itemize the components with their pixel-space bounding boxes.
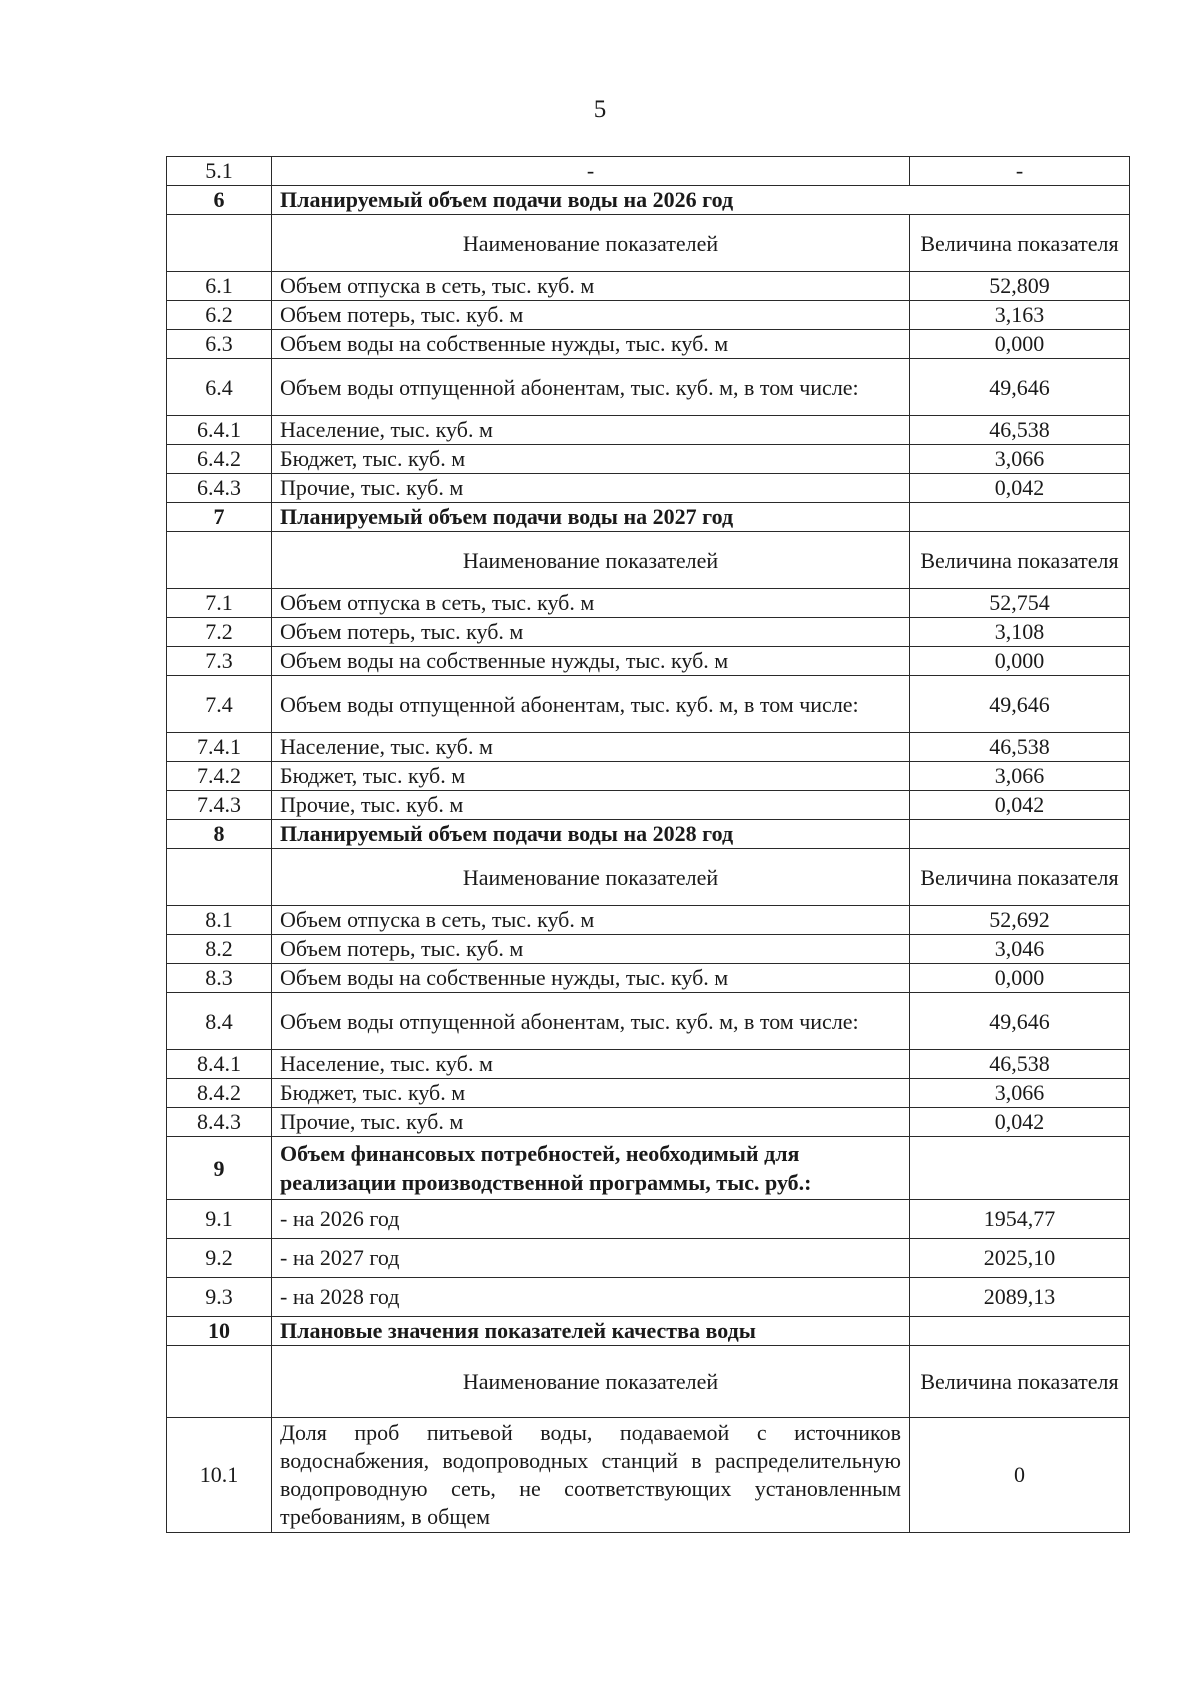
column-header-value: Величина показателя: [910, 215, 1130, 272]
row-name: Объем воды отпущенной абонентам, тыс. куб. м, в том числе:: [272, 993, 910, 1050]
column-header-value: Величина показателя: [910, 1346, 1130, 1418]
column-header-value: Величина показателя: [910, 849, 1130, 906]
row-value: 1954,77: [910, 1200, 1130, 1239]
row-number: 10.1: [167, 1418, 272, 1533]
table-row: [167, 445, 1130, 474]
column-header-name: Наименование показателей: [272, 532, 910, 589]
row-name: Население, тыс. куб. м: [272, 416, 910, 445]
row-name: Объем отпуска в сеть, тыс. куб. м: [272, 272, 910, 301]
row-name: - на 2026 год: [272, 1200, 910, 1239]
row-value: 52,754: [910, 589, 1130, 618]
table-row: [167, 993, 1130, 1050]
table-row: [167, 906, 1130, 935]
header-row: [167, 849, 1130, 906]
row-value: 3,108: [910, 618, 1130, 647]
table-row: [167, 733, 1130, 762]
column-header-name: Наименование показателей: [272, 849, 910, 906]
row-value: 3,066: [910, 762, 1130, 791]
row-name: Население, тыс. куб. м: [272, 733, 910, 762]
row-value: 46,538: [910, 733, 1130, 762]
row-number: 6.4.3: [167, 474, 272, 503]
row-name: Объем потерь, тыс. куб. м: [272, 301, 910, 330]
row-number: 8.4.2: [167, 1079, 272, 1108]
section-title: Планируемый объем подачи воды на 2028 год: [272, 820, 910, 849]
row-name: Объем отпуска в сеть, тыс. куб. м: [272, 906, 910, 935]
row-name: Объем воды на собственные нужды, тыс. куб. м: [272, 647, 910, 676]
row-value: 3,066: [910, 445, 1130, 474]
section-number: 6: [167, 186, 272, 215]
row-number: 7.3: [167, 647, 272, 676]
table-row: [167, 1278, 1130, 1317]
table-row: [167, 676, 1130, 733]
section-row: [167, 1317, 1130, 1346]
section-number: 8: [167, 820, 272, 849]
row-number: 8.2: [167, 935, 272, 964]
section-title: Планируемый объем подачи воды на 2027 год: [272, 503, 910, 532]
table-row: [167, 272, 1130, 301]
row-value: 49,646: [910, 676, 1130, 733]
table-row: [167, 1079, 1130, 1108]
row-value: -: [910, 157, 1130, 186]
row-name: Доля проб питьевой воды, подаваемой с источников водоснабжения, водопроводных станций в распределительную водопроводную сеть, не соответствующих установленным требованиям, в общем: [272, 1418, 910, 1533]
table-row: [167, 1418, 1130, 1533]
row-value: 49,646: [910, 993, 1130, 1050]
row-value: 0,000: [910, 330, 1130, 359]
table-row: [167, 762, 1130, 791]
row-number: 8.4: [167, 993, 272, 1050]
column-header-name: Наименование показателей: [272, 215, 910, 272]
section-number: 9: [167, 1137, 272, 1200]
row-number: 5.1: [167, 157, 272, 186]
row-name: Объем отпуска в сеть, тыс. куб. м: [272, 589, 910, 618]
row-value: 0,000: [910, 964, 1130, 993]
table-row: [167, 1108, 1130, 1137]
row-name: -: [272, 157, 910, 186]
row-value: 3,046: [910, 935, 1130, 964]
table-row: [167, 359, 1130, 416]
row-number: 6.4: [167, 359, 272, 416]
row-value: 46,538: [910, 1050, 1130, 1079]
row-value: 49,646: [910, 359, 1130, 416]
row-number: 9.2: [167, 1239, 272, 1278]
row-name: Объем воды на собственные нужды, тыс. куб. м: [272, 330, 910, 359]
row-value: 3,066: [910, 1079, 1130, 1108]
row-name: Объем воды отпущенной абонентам, тыс. куб. м, в том числе:: [272, 359, 910, 416]
row-number: 6.1: [167, 272, 272, 301]
row-number: 6.4.2: [167, 445, 272, 474]
header-row: [167, 215, 1130, 272]
table-row: [167, 330, 1130, 359]
row-number: 7.4.1: [167, 733, 272, 762]
row-number: 8.3: [167, 964, 272, 993]
row-name: Бюджет, тыс. куб. м: [272, 762, 910, 791]
row-name: Прочие, тыс. куб. м: [272, 1108, 910, 1137]
production-program-table: [166, 156, 1130, 1533]
table-row: [167, 1050, 1130, 1079]
row-value: 2025,10: [910, 1239, 1130, 1278]
row-number: 8.1: [167, 906, 272, 935]
table-row: [167, 964, 1130, 993]
row-value: 3,163: [910, 301, 1130, 330]
row-name: Бюджет, тыс. куб. м: [272, 1079, 910, 1108]
table-row: [167, 157, 1130, 186]
row-name: - на 2027 год: [272, 1239, 910, 1278]
row-value: 52,692: [910, 906, 1130, 935]
row-name: Объем воды отпущенной абонентам, тыс. куб. м, в том числе:: [272, 676, 910, 733]
section-number: 7: [167, 503, 272, 532]
table-row: [167, 416, 1130, 445]
section-title: Плановые значения показателей качества воды: [272, 1317, 910, 1346]
section-row: [167, 820, 1130, 849]
row-number: 6.2: [167, 301, 272, 330]
header-row: [167, 1346, 1130, 1418]
section-row: [167, 1137, 1130, 1200]
table-row: [167, 301, 1130, 330]
table-row: [167, 1200, 1130, 1239]
row-name: Объем потерь, тыс. куб. м: [272, 935, 910, 964]
row-value: 0: [910, 1418, 1130, 1533]
row-name: Прочие, тыс. куб. м: [272, 474, 910, 503]
row-value: 0,042: [910, 791, 1130, 820]
row-number: 7.1: [167, 589, 272, 618]
row-number: 7.4.3: [167, 791, 272, 820]
section-number: 10: [167, 1317, 272, 1346]
column-header-name: Наименование показателей: [272, 1346, 910, 1418]
row-value: 0,042: [910, 1108, 1130, 1137]
row-value: 2089,13: [910, 1278, 1130, 1317]
row-number: 9.1: [167, 1200, 272, 1239]
row-number: 7.4: [167, 676, 272, 733]
row-name: - на 2028 год: [272, 1278, 910, 1317]
section-row: [167, 186, 1130, 215]
header-row: [167, 532, 1130, 589]
table-row: [167, 618, 1130, 647]
table-row: [167, 474, 1130, 503]
row-number: 7.4.2: [167, 762, 272, 791]
section-title: Объем финансовых потребностей, необходимый для реализации производственной программы, тыс. руб.:: [272, 1137, 910, 1200]
section-title: Планируемый объем подачи воды на 2026 год: [272, 186, 1130, 215]
row-number: 7.2: [167, 618, 272, 647]
table-row: [167, 589, 1130, 618]
row-value: 46,538: [910, 416, 1130, 445]
row-name: Объем потерь, тыс. куб. м: [272, 618, 910, 647]
page-number: 5: [593, 96, 607, 123]
section-row: [167, 503, 1130, 532]
row-name: Население, тыс. куб. м: [272, 1050, 910, 1079]
row-name: Объем воды на собственные нужды, тыс. куб. м: [272, 964, 910, 993]
row-number: 9.3: [167, 1278, 272, 1317]
row-value: 0,000: [910, 647, 1130, 676]
table-row: [167, 647, 1130, 676]
row-value: 52,809: [910, 272, 1130, 301]
column-header-value: Величина показателя: [910, 532, 1130, 589]
row-number: 8.4.1: [167, 1050, 272, 1079]
table-row: [167, 935, 1130, 964]
row-number: 8.4.3: [167, 1108, 272, 1137]
row-number: 6.3: [167, 330, 272, 359]
table-row: [167, 1239, 1130, 1278]
table-row: [167, 791, 1130, 820]
row-number: 6.4.1: [167, 416, 272, 445]
row-value: 0,042: [910, 474, 1130, 503]
row-name: Прочие, тыс. куб. м: [272, 791, 910, 820]
row-name: Бюджет, тыс. куб. м: [272, 445, 910, 474]
